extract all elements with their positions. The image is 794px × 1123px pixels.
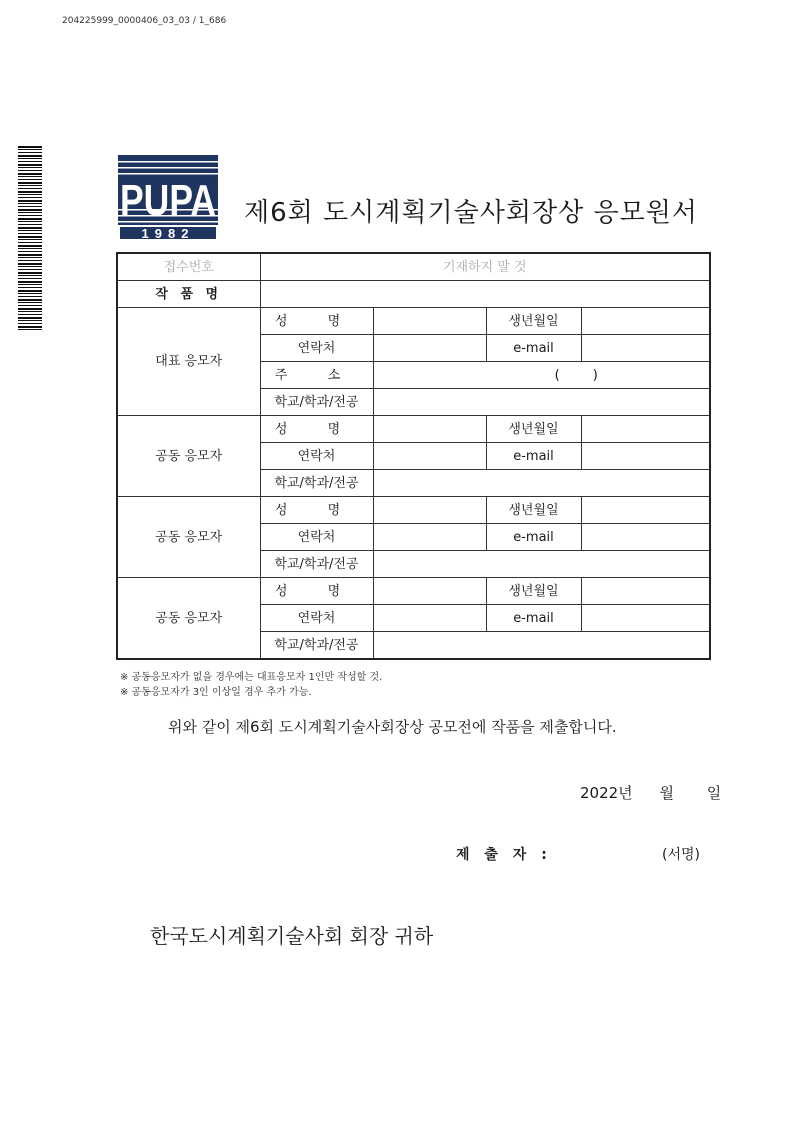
co3-email-field[interactable] xyxy=(581,605,710,632)
submitter-label: 제 출 자 : xyxy=(456,847,552,863)
signature-label: (서명) xyxy=(662,847,700,863)
rep-address-label: 주 소 xyxy=(260,362,373,389)
co2-birth-field[interactable] xyxy=(581,497,710,524)
rep-applicant-row xyxy=(117,308,710,335)
co1-contact-field[interactable] xyxy=(373,443,486,470)
work-title-field[interactable] xyxy=(260,281,710,308)
co1-email-field[interactable] xyxy=(581,443,710,470)
rep-name-label: 성 명 xyxy=(260,308,373,335)
scan-id: 204225999_0000406_03_03 / 1_686 xyxy=(62,16,227,26)
co3-school-label: 학교/학과/전공 xyxy=(260,632,373,660)
note-line: ※ 공동응모자가 3인 이상일 경우 추가 가능. xyxy=(120,687,312,698)
rep-birth-label: 생년월일 xyxy=(486,308,581,335)
co2-contact-field[interactable] xyxy=(373,524,486,551)
co3-contact-field[interactable] xyxy=(373,605,486,632)
rep-school-field[interactable] xyxy=(373,389,710,416)
logo-year: 1982 xyxy=(141,226,195,241)
application-form-table xyxy=(116,252,711,660)
work-title-row xyxy=(117,281,710,308)
co2-email-label: e-mail xyxy=(486,524,581,551)
co1-name-field[interactable] xyxy=(373,416,486,443)
rep-address-field[interactable] xyxy=(373,362,710,389)
co1-contact-label: 연락처 xyxy=(260,443,373,470)
rep-birth-field[interactable] xyxy=(581,308,710,335)
co3-birth-label: 생년월일 xyxy=(486,578,581,605)
co2-school-field[interactable] xyxy=(373,551,710,578)
receipt-row xyxy=(117,253,710,281)
submission-date xyxy=(580,782,721,803)
co-applicant-3-row xyxy=(117,578,710,605)
work-title-label: 작 품 명 xyxy=(117,281,260,308)
co3-email-label: e-mail xyxy=(486,605,581,632)
form-notes xyxy=(120,670,382,700)
co-applicant-1-label: 공동 응모자 xyxy=(117,416,260,497)
co1-school-field[interactable] xyxy=(373,470,710,497)
co-applicant-1-row xyxy=(117,416,710,443)
receipt-note: 기재하지 말 것 xyxy=(260,253,710,281)
co1-birth-field[interactable] xyxy=(581,416,710,443)
co2-birth-label: 생년월일 xyxy=(486,497,581,524)
pupa-logo xyxy=(118,155,218,241)
co1-birth-label: 생년월일 xyxy=(486,416,581,443)
co3-contact-label: 연락처 xyxy=(260,605,373,632)
rep-email-label: e-mail xyxy=(486,335,581,362)
rep-school-label: 학교/학과/전공 xyxy=(260,389,373,416)
rep-contact-field[interactable] xyxy=(373,335,486,362)
co2-name-field[interactable] xyxy=(373,497,486,524)
co-applicant-2-row xyxy=(117,497,710,524)
co2-school-label: 학교/학과/전공 xyxy=(260,551,373,578)
co-applicant-2-label: 공동 응모자 xyxy=(117,497,260,578)
addressee: 한국도시계획기술사회 회장 귀하 xyxy=(150,924,434,948)
address-paren: ( ) xyxy=(554,367,598,383)
rep-email-field[interactable] xyxy=(581,335,710,362)
note-line: ※ 공동응모자가 없을 경우에는 대표응모자 1인만 작성할 것. xyxy=(120,672,383,683)
co1-email-label: e-mail xyxy=(486,443,581,470)
co3-school-field[interactable] xyxy=(373,632,710,660)
rep-name-field[interactable] xyxy=(373,308,486,335)
co2-name-label: 성 명 xyxy=(260,497,373,524)
logo-text: PUPA xyxy=(120,176,216,225)
co3-birth-field[interactable] xyxy=(581,578,710,605)
co2-email-field[interactable] xyxy=(581,524,710,551)
submission-statement: 위와 같이 제6회 도시계획기술사회장상 공모전에 작품을 제출합니다. xyxy=(168,718,617,736)
co1-school-label: 학교/학과/전공 xyxy=(260,470,373,497)
co-applicant-3-label: 공동 응모자 xyxy=(117,578,260,660)
co3-name-label: 성 명 xyxy=(260,578,373,605)
rep-applicant-label: 대표 응모자 xyxy=(117,308,260,416)
date-day: 일 xyxy=(706,784,722,802)
co2-contact-label: 연락처 xyxy=(260,524,373,551)
rep-contact-label: 연락처 xyxy=(260,335,373,362)
receipt-number-label: 접수번호 xyxy=(117,253,260,281)
co3-name-field[interactable] xyxy=(373,578,486,605)
date-month: 월 xyxy=(659,784,674,802)
co1-name-label: 성 명 xyxy=(260,416,373,443)
barcode xyxy=(18,146,42,330)
page-title: 제6회 도시계획기술사회장상 응모원서 xyxy=(244,198,698,228)
date-year: 2022년 xyxy=(580,784,633,802)
